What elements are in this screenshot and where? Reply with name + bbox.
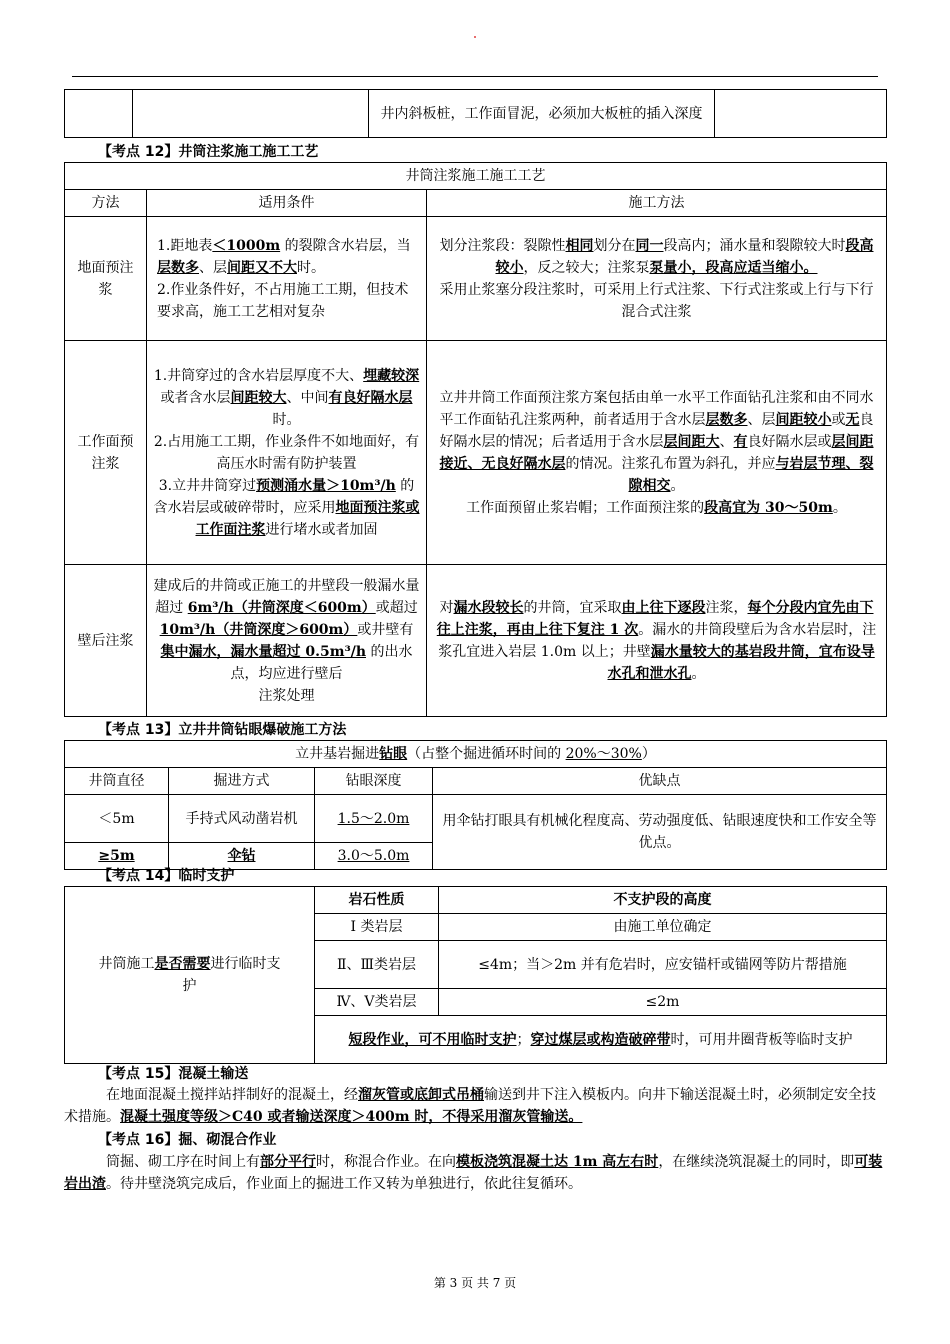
depth-small: 1.5～2.0m xyxy=(315,795,433,843)
top-continuation-table xyxy=(64,89,887,138)
surface-procedure xyxy=(427,217,887,341)
face-proc-2: 工作面预留止浆岩帽；工作面预注浆的段高宜为 30～50m。 xyxy=(466,499,847,516)
cell-empty-3 xyxy=(715,90,887,138)
face-procedure xyxy=(427,341,887,565)
col-condition: 适用条件 xyxy=(147,190,427,217)
method-surface-pregrouting: 地面预注浆 xyxy=(65,217,147,341)
concrete-transport-paragraph: 在地面混凝土搅拌站拌制好的混凝土，经溜灰管或底卸式吊桶输送到井下注入模板内。向井下输送混凝土时，必须制定安全技术措施。混凝土强度等级＞C40 或者输送深度＞400m 时，不得采用溜灰管输送。 xyxy=(64,1087,876,1125)
backwall-cond-1: 建成后的井筒或正施工的井壁段一般漏水量超过 6m³/h（井筒深度＜600m）或超过 10m³/h（井筒深度＞600m）或井壁有集中漏水，漏水量超过 0.5m³/h 的出水点，均应进行壁后 xyxy=(153,577,420,682)
surface-proc-1: 划分注浆段：裂隙性相同划分在同一段高内；涌水量和裂隙较大时段高较小，反之较大；注浆泵泵量小，段高应适当缩小。 xyxy=(439,237,874,276)
col-depth: 钻眼深度 xyxy=(315,768,433,795)
support-question: 井筒施工是否需要进行临时支护 xyxy=(65,887,315,1064)
col-mode: 掘进方式 xyxy=(169,768,315,795)
height-class-2-3: ≤4m；当＞2m 并有危岩时，应安锚杆或锚网等防片帮措施 xyxy=(439,941,887,989)
diameter-small: ＜5m xyxy=(65,795,169,843)
drilling-table-title: 立井基岩掘进钻眼（占整个掘进循环时间的 20%～30%） xyxy=(65,741,887,768)
mixed-operation-paragraph: 筒掘、砌工序在时间上有部分平行时，称混合作业。在向模板浇筑混凝土达 1m 高左右时，在继续浇筑混凝土的同时，即可装岩出渣。待井壁浇筑完成后，作业面上的掘进工作又转为单独进行，依此往复循环。 xyxy=(64,1154,883,1192)
surface-conditions xyxy=(147,217,427,341)
heading-kd14: 【考点 14】临时支护 xyxy=(98,868,235,884)
red-dot-mark xyxy=(474,36,476,38)
method-backwall-grouting: 壁后注浆 xyxy=(65,565,147,717)
backwall-cond-2: 注浆处理 xyxy=(258,687,315,704)
depth-large: 3.0～5.0m xyxy=(315,843,433,870)
grouting-table-title: 井筒注浆施工施工工艺 xyxy=(65,163,887,190)
grouting-table xyxy=(64,162,887,717)
table-row xyxy=(65,795,887,843)
header-rule xyxy=(72,76,878,77)
face-proc-1: 立井井筒工作面预注浆方案包括由单一水平工作面钻孔注浆和由不同水平工作面钻孔注浆两种，前者适用于含水层层数多、层间距较小或无良好隔水层的情况；后者适用于含水层层间距大、有良好隔水层或层间距接近、无良好隔水层的情况。注浆孔布置为斜孔，并应与岩层节理、裂隙相交。 xyxy=(439,389,874,494)
rock-class-4-5: Ⅳ、Ⅴ类岩层 xyxy=(315,989,439,1016)
rock-class-2-3: Ⅱ、Ⅲ类岩层 xyxy=(315,941,439,989)
page-footer: 第 3 页 共 7 页 xyxy=(433,1276,517,1290)
cell-empty-2 xyxy=(133,90,369,138)
surface-cond-2: 2.作业条件好，不占用施工工期，但技术要求高，施工工艺相对复杂 xyxy=(157,281,409,320)
backwall-procedure: 对漏水段较长的井筒，宜采取由上往下逐段注浆，每个分段内宜先由下往上注浆，再由上往下复注 1 次。漏水的井筒段壁后为含水岩层时，注浆孔宜进入岩层 1.0m 以上；井壁漏水量较大的基岩段井筒，宜布设导水孔和泄水孔。 xyxy=(427,565,887,717)
face-cond-2: 2.占用施工工期，作业条件不如地面好，有高压水时需有防护装置 xyxy=(153,433,420,472)
mode-umbrella-drill: 伞钻 xyxy=(169,843,315,870)
height-class-4-5: ≤2m xyxy=(439,989,887,1016)
support-note: 短段作业，可不用临时支护；穿过煤层或构造破碎带时，可用井圈背板等临时支护 xyxy=(315,1016,887,1064)
heading-kd16: 【考点 16】掘、砌混合作业 xyxy=(98,1132,277,1148)
mode-handheld: 手持式风动凿岩机 xyxy=(169,795,315,843)
support-table xyxy=(64,886,887,1064)
col-procedure: 施工方法 xyxy=(427,190,887,217)
diameter-large: ≥5m xyxy=(65,843,169,870)
col-unsupported-height: 不支护段的高度 xyxy=(439,887,887,914)
rock-class-1: Ⅰ 类岩层 xyxy=(315,914,439,941)
face-cond-3: 3.立井井筒穿过预测涌水量＞10m³/h 的含水岩层或破碎带时，应采用地面预注浆或工作面注浆进行堵水或者加固 xyxy=(153,477,420,538)
table-row xyxy=(65,217,887,341)
table-row xyxy=(65,341,887,565)
col-rock-type: 岩石性质 xyxy=(315,887,439,914)
drilling-table xyxy=(64,740,887,870)
face-cond-1: 1.井筒穿过的含水岩层厚度不大、埋藏较深或者含水层间距较大、中间有良好隔水层时。 xyxy=(153,367,420,428)
backwall-conditions xyxy=(147,565,427,717)
col-method: 方法 xyxy=(65,190,147,217)
surface-proc-2: 采用止浆塞分段注浆时，可采用上行式注浆、下行式注浆或上行与下行混合式注浆 xyxy=(439,281,874,320)
cell-empty-1 xyxy=(65,90,133,138)
pros-text: 用伞钻打眼具有机械化程度高、劳动强度低、钻眼速度快和工作安全等优点。 xyxy=(433,795,887,870)
heading-kd13: 【考点 13】立井井筒钻眼爆破施工方法 xyxy=(98,722,347,738)
surface-cond-1: 1.距地表＜1000m 的裂隙含水岩层，当层数多、层间距又不大时。 xyxy=(157,237,411,276)
col-diameter: 井筒直径 xyxy=(65,768,169,795)
cell-pile-text: 井内斜板桩，工作面冒泥，必须加大板桩的插入深度 xyxy=(369,90,715,138)
heading-kd12: 【考点 12】井筒注浆施工施工工艺 xyxy=(98,144,319,160)
heading-kd15: 【考点 15】混凝土输送 xyxy=(98,1066,249,1082)
method-face-pregrouting: 工作面预注浆 xyxy=(65,341,147,565)
height-class-1: 由施工单位确定 xyxy=(439,914,887,941)
face-conditions xyxy=(147,341,427,565)
table-row xyxy=(65,565,887,717)
col-pros-cons: 优缺点 xyxy=(433,768,887,795)
